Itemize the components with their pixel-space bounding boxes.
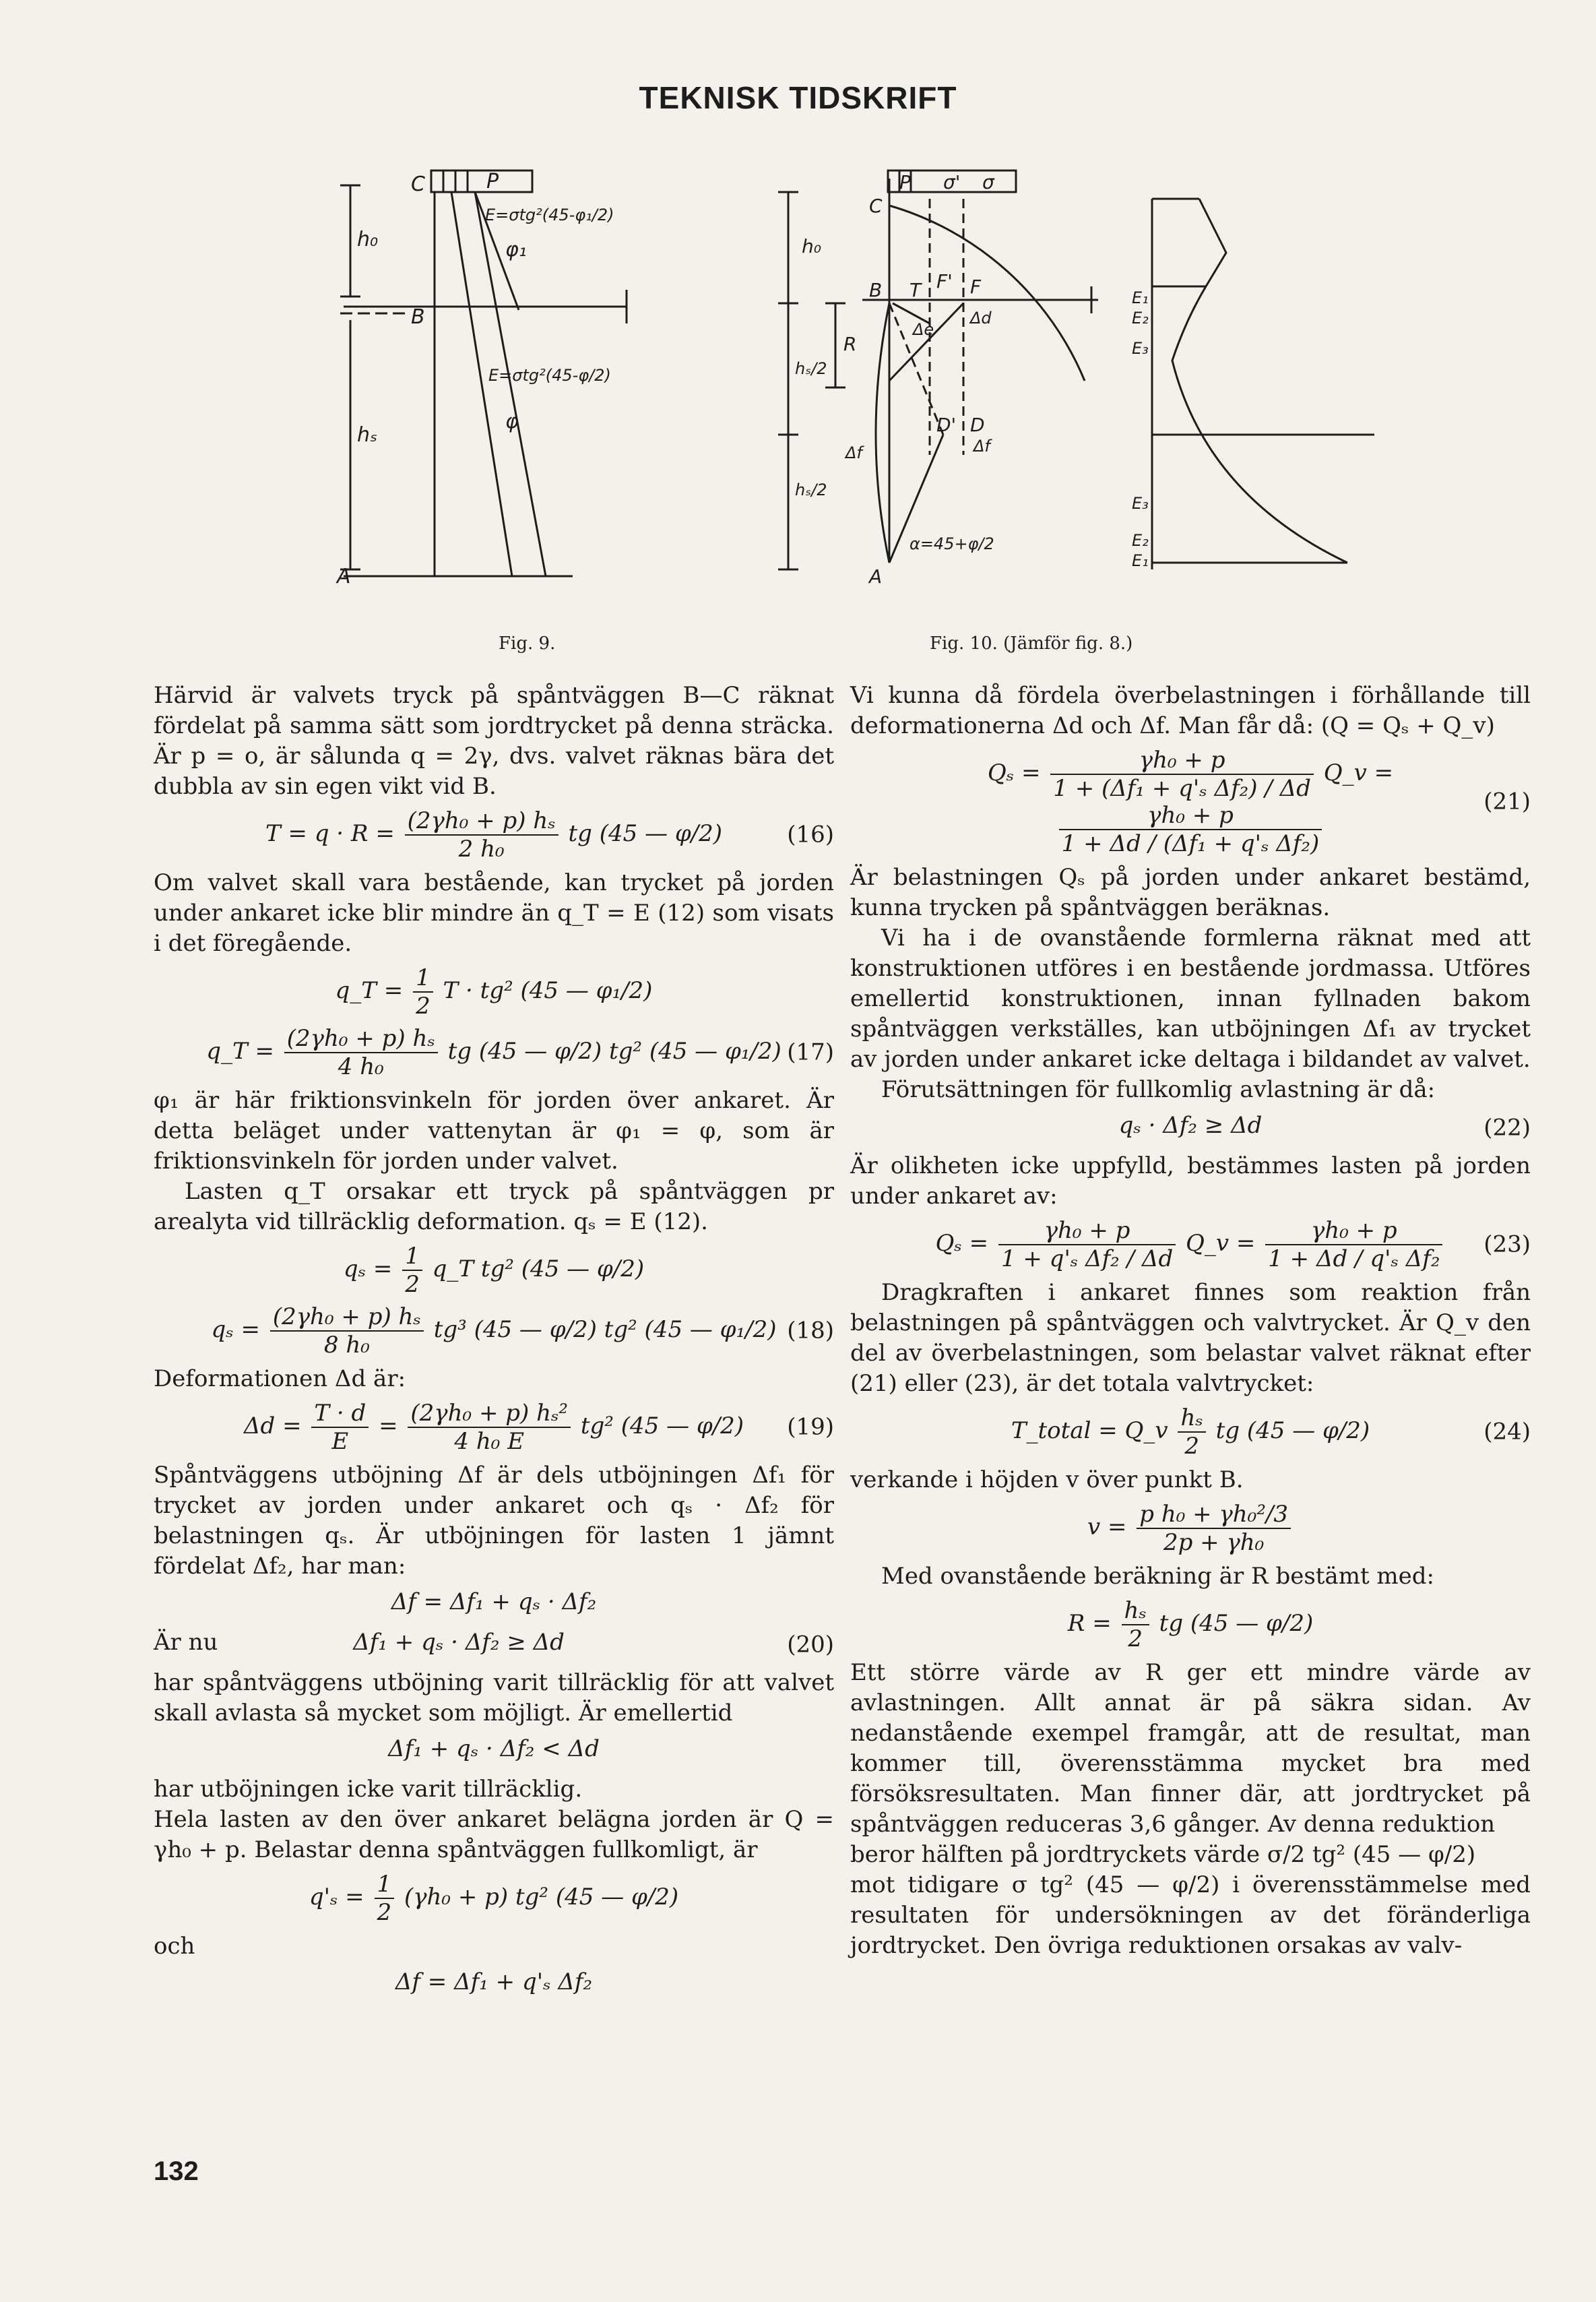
journal-title: TEKNISK TIDSKRIFT	[639, 80, 957, 115]
fig10-label-alpha: α=45+φ/2	[909, 534, 994, 553]
fig10-label-r: R	[843, 333, 857, 355]
equation-qt: q_T = $\frac{1}{2}$ T · tg² (45 — φ₁/2)	[335, 964, 653, 1020]
fig10-label-df1: Δf	[845, 443, 862, 462]
fig10-label-e3b: E₃	[1132, 494, 1149, 513]
fig10-label-hs2a: hₛ/2	[795, 359, 827, 378]
fig9-label-e1: E=σtg²(45-φ₁/2)	[485, 206, 614, 224]
equation-18: qₛ = $\frac{\text{(2γh₀ + p) hₛ}}{\text{8 h₀}}$ tg³ (45 — φ/2) tg² (45 — φ₁/2) (18)	[211, 1303, 834, 1359]
left-para-3: φ₁ är här friktionsvinkeln för jorden över ankaret. Är detta beläget under vattenytan är φ₁ = φ, som är friktionsvinkeln för jorden under valvet.	[154, 1087, 834, 1175]
fig9-label-a: A	[337, 565, 351, 588]
fig9-label-phi1: φ₁	[505, 238, 527, 261]
fig10-label-p: P	[899, 171, 911, 193]
equation-qs: qₛ = $\frac{1}{2}$ q_T tg² (45 — φ/2)	[343, 1243, 645, 1298]
right-para-9: Ett större värde av R ger ett mindre värde av avlastningen. Allt annat är på säkra sidan. Av nedanstående exempel framgår, att de resultat, man kommer till, överensstämma mycket bra med försöksresultaten. Man finner där, att jordtrycket på spåntväggen reduceras 3,6 gånger. Av denna reduktion	[850, 1659, 1531, 1838]
right-para-8: Med ovanstående beräkning är R bestämt med:	[881, 1563, 1434, 1590]
left-para-1: Härvid är valvets tryck på spåntväggen B—C räknat fördelat på samma sätt som jordtrycket på denna sträcka. Är p = o, är sålunda q = 2γ, dvs. valvet räknas bära det dubbla av sin egen vikt vid B.	[154, 682, 834, 800]
equation-21: Qₛ = $\frac{\text{γh₀ + p}}{\text{1 + (Δf₁ + q'ₛ Δf₂) / Δd}}$ Q_v = $\frac{\text{γh₀ + p}}{\text{1 + Δd / (Δf₁ + q'ₛ Δf₂)}}$ (21)	[987, 747, 1531, 857]
fig9-caption: Fig. 9.	[499, 633, 556, 654]
fig10-label-c: C	[869, 195, 883, 217]
right-para-7: verkande i höjden v över punkt B.	[850, 1466, 1244, 1493]
left-para-7: har spåntväggens utböjning varit tillräcklig för att valvet skall avlasta så mycket som möjligt. Är emellertid	[154, 1669, 834, 1726]
right-para-10: beror hälften på jordtryckets värde σ/2 tg² (45 — φ/2)	[850, 1841, 1476, 1868]
fig10-label-dd: Δd	[970, 309, 992, 328]
equation-24: T_total = Q_v $\frac{\text{hₛ}}{2}$ tg (45 — φ/2) (24)	[1011, 1404, 1531, 1460]
equation-r: R = $\frac{\text{hₛ}}{2}$ tg (45 — φ/2)	[1067, 1597, 1314, 1652]
equation-df: Δf = Δf₁ + qₛ · Δf₂	[391, 1588, 597, 1615]
fig10-label-sigma: σ	[982, 171, 994, 193]
page-number: 132	[154, 2156, 199, 2186]
fig10-caption: Fig. 10. (Jämför fig. 8.)	[930, 633, 1133, 654]
fig10-label-df2: Δf	[973, 437, 990, 456]
right-para-2: Är belastningen Qₛ på jorden under ankaret bestämd, kunna trycken på spåntväggen beräknas.	[850, 864, 1531, 921]
right-para-5: Är olikheten icke uppfylld, bestämmes lasten på jorden under ankaret av:	[850, 1152, 1531, 1210]
fig10-label-h0: h₀	[802, 235, 821, 257]
fig10-label-a: A	[869, 565, 883, 588]
left-column	[154, 681, 834, 2008]
fig9-label-phi: φ	[505, 410, 519, 433]
figure-9	[290, 158, 653, 596]
left-para-9: Hela lasten av den över ankaret belägna jorden är Q = γh₀ + p. Belastar denna spåntväggen fullkomligt, är	[154, 1806, 834, 1863]
left-och: och	[154, 1933, 195, 1960]
fig10-label-d: D	[970, 414, 985, 436]
fig10-label-f1: F'	[936, 270, 953, 292]
pressure-diagram	[1172, 199, 1347, 563]
fig10-label-f: F	[970, 276, 982, 298]
equation-17: q_T = $\frac{\text{(2γh₀ + p) hₛ}}{\text{4 h₀}}$ tg (45 — φ/2) tg² (45 — φ₁/2) (17)	[206, 1025, 834, 1080]
equation-v: v = $\frac{\text{p h₀ + γh₀²/3}}{\text{2p + γh₀}}$	[850, 1501, 1531, 1556]
fig9-label-c: C	[411, 173, 425, 196]
fig10-label-e3: E₃	[1132, 339, 1149, 358]
right-column	[850, 681, 1531, 1961]
equation-16: T = q · R = $\frac{\text{(2γh₀ + p) hₛ}}{\text{2 h₀}}$ tg (45 — φ/2) (16)	[265, 807, 834, 863]
equation-19: Δd = $\frac{T \cdot d}{E}$ = $\frac{\text{(2γh₀ + p) hₛ²}}{\text{4 h₀ E}}$ tg² (45 — φ/2) (19)	[243, 1400, 834, 1455]
fig10-label-t: T	[909, 279, 922, 301]
right-para-4: Förutsättningen för fullkomlig avlastning är då:	[881, 1076, 1436, 1103]
fig10-label-e2: E₂	[1132, 309, 1149, 328]
equation-df2: Δf = Δf₁ + q'ₛ Δf₂	[395, 1968, 593, 1995]
fig10-label-sigma1: σ'	[943, 171, 961, 193]
fig9-label-h0: h₀	[357, 228, 379, 251]
fig10-label-e2b: E₂	[1132, 531, 1149, 550]
fig10-label-e1b: E₁	[1132, 551, 1149, 570]
fig9-label-p: P	[486, 170, 499, 193]
fig9-label-b: B	[411, 305, 425, 329]
left-para-8: har utböjningen icke varit tillräcklig.	[154, 1776, 583, 1803]
left-para-5: Deformationen Δd är:	[154, 1365, 406, 1392]
left-para-6: Spåntväggens utböjning Δf är dels utböjningen Δf₁ för trycket av jorden under ankaret och qₛ · Δf₂ för belastningen qₛ. Är utböjningen för lasten 1 jämnt fördelat Δf₂, har man:	[154, 1462, 834, 1580]
equation-qsprime: q'ₛ = $\frac{1}{2}$ (γh₀ + p) tg² (45 — φ/2)	[309, 1871, 679, 1926]
equation-lt: Δf₁ + qₛ · Δf₂ < Δd	[388, 1735, 600, 1762]
left-para-2: Om valvet skall vara bestående, kan trycket på jorden under ankaret icke blir mindre än q_T = E (12) som visats i det föregående.	[154, 869, 834, 957]
fig10-label-e1: E₁	[1132, 288, 1149, 307]
right-para-1: Vi kunna då fördela överbelastningen i förhållande till deformationerna Δd och Δf. Man får då: (Q = Qₛ + Q_v)	[850, 682, 1531, 739]
fig10-label-hs2b: hₛ/2	[795, 480, 827, 499]
equation-22: qₛ · Δf₂ ≥ Δd (22)	[1118, 1112, 1531, 1142]
equation-23: Qₛ = $\frac{\text{γh₀ + p}}{\text{1 + q'ₛ Δf₂ / Δd}}$ Q_v = $\frac{\text{γh₀ + p}}{\text{1 + Δd / q'ₛ Δf₂}}$ (23)	[935, 1217, 1531, 1272]
right-para-11: mot tidigare σ tg² (45 — φ/2) i överensstämmelse med resultaten för undersökningen av det föränderliga jordtrycket. Den övriga reduktionen orsakas av valv-	[850, 1871, 1531, 1959]
equation-20: Är nu Δf₁ + qₛ · Δf₂ ≥ Δd (20)	[154, 1629, 834, 1658]
left-para-4: Lasten q_T orsakar ett tryck på spåntväggen pr arealyta vid tillräcklig deformation. qₛ = E (12).	[154, 1178, 834, 1235]
fig10-label-d1: D'	[936, 414, 957, 436]
right-para-3: Vi ha i de ovanstående formlerna räknat med att konstruktionen utföres i en bestående jordmassa. Utföres emellertid konstruktionen, innan fyllnaden bakom spåntväggen verkställes, kan utböjningen Δf₁ av trycket av jorden under ankaret icke deltaga i bildandet av valvet.	[850, 925, 1531, 1073]
load-p-block	[431, 170, 532, 192]
fig9-label-hs: hₛ	[357, 423, 378, 447]
right-para-6: Dragkraften i ankaret finnes som reaktion från belastningen på spåntväggen och valvtrycket. Är Q_v den del av överbelastningen, som belastar valvet räknat efter (21) eller (23), är det totala valvtrycket:	[850, 1279, 1531, 1397]
fig10-label-b: B	[869, 279, 883, 301]
fig10-label-de: Δe	[913, 320, 934, 339]
fig9-label-e2: E=σtg²(45-φ/2)	[488, 366, 611, 385]
figure-10	[768, 158, 1428, 596]
